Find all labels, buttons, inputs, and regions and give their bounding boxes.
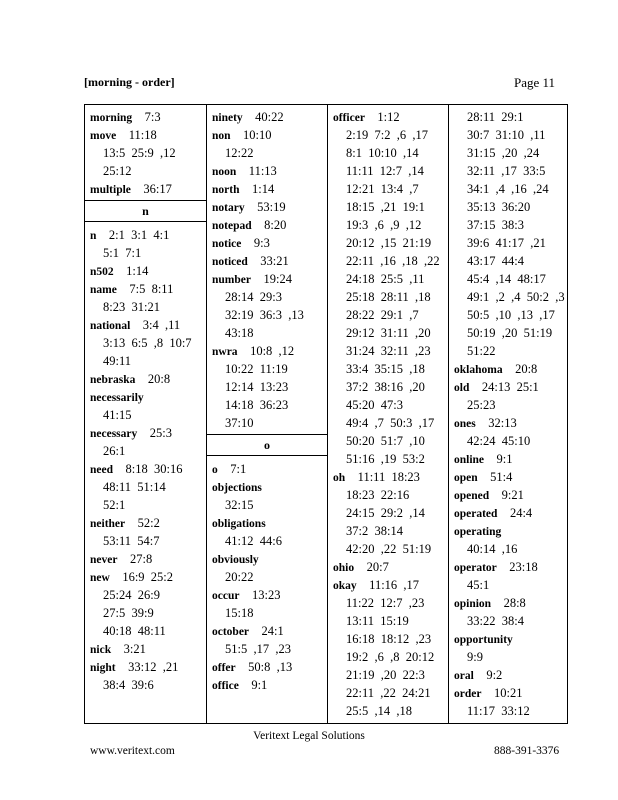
page-line-refs: 24:13 25:1: [481, 380, 539, 394]
page-line-refs-continued: 19:2 ,6 ,8 20:12: [346, 650, 435, 664]
page-line-refs-continued: 15:18: [225, 606, 254, 620]
page-line-refs-continued: 31:15 ,20 ,24: [467, 146, 540, 160]
page-line-refs: 7:5 8:11: [129, 282, 174, 296]
page-line-refs-continued: 25:12: [103, 164, 132, 178]
page-line-refs-continued: 24:15 29:2 ,14: [346, 506, 425, 520]
page-line-refs-continued: 2:19 7:2 ,6 ,17: [346, 128, 428, 142]
page-line-refs: 7:1: [230, 462, 247, 476]
page-line-refs-continued: 13:11 15:19: [346, 614, 409, 628]
index-entry: [207, 252, 327, 270]
index-term: nwra: [212, 346, 238, 358]
index-entry: [449, 360, 567, 378]
page-line-refs-continued: 14:18 36:23: [225, 398, 289, 412]
page-line-refs: 53:19: [257, 200, 286, 214]
index-column-1: [85, 105, 206, 723]
index-entry: [207, 478, 327, 496]
index-term: neither: [90, 518, 126, 530]
index-term: notice: [212, 238, 242, 250]
page-line-refs-continued: 33:22 38:4: [467, 614, 524, 628]
page-line-refs-continued: 12:21 13:4 ,7: [346, 182, 419, 196]
page-line-refs-continued: 49:1 ,2 ,4 50:2 ,3: [467, 290, 565, 304]
page-line-refs: 1:12: [377, 110, 400, 124]
page-line-refs-continued: 39:6 41:17 ,21: [467, 236, 546, 250]
index-entry: [207, 676, 327, 694]
footer-company: Veritext Legal Solutions: [253, 730, 365, 742]
page-line-refs-continued: 25:18 28:11 ,18: [346, 290, 431, 304]
page-line-refs-continued: 11:11 12:7 ,14: [346, 164, 424, 178]
index-term: multiple: [90, 184, 131, 196]
page-line-refs-continued: 49:4 ,7 50:3 ,17: [346, 416, 435, 430]
page-line-refs-continued: 21:19 ,20 22:3: [346, 668, 425, 682]
index-column-4: [448, 105, 567, 723]
index-entry: [207, 270, 327, 288]
index-entry: [207, 234, 327, 252]
index-entry: [85, 108, 206, 126]
page-line-refs: 24:1: [261, 624, 284, 638]
index-term: ninety: [212, 112, 243, 124]
page-line-refs-continued: 25:5 ,14 ,18: [346, 704, 412, 718]
page-line-refs: 11:13: [248, 164, 277, 178]
page-line-refs: 1:14: [251, 182, 275, 196]
index-term: number: [212, 274, 251, 286]
page-line-refs-continued: 30:7 31:10 ,11: [467, 128, 546, 142]
index-entry: [85, 316, 206, 334]
index-entry: [85, 388, 206, 406]
index-entry: [207, 460, 327, 478]
index-term: october: [212, 626, 250, 638]
page-line-refs: 20:8: [515, 362, 538, 376]
page-line-refs-continued: 37:15 38:3: [467, 218, 524, 232]
page-line-refs: 28:8: [503, 596, 526, 610]
index-entry: [328, 108, 448, 126]
page-line-refs-continued: 33:4 35:15 ,18: [346, 362, 425, 376]
index-entry: [328, 576, 448, 594]
footer-website: www.veritext.com: [90, 745, 175, 757]
page-line-refs-continued: 13:5 25:9 ,12: [103, 146, 176, 160]
index-entry: [85, 460, 206, 478]
index-entry: [449, 414, 567, 432]
page-line-refs: 3:21: [123, 642, 146, 656]
page-line-refs: 50:8 ,13: [248, 660, 293, 674]
index-entry: [207, 550, 327, 568]
page-line-refs: 16:9 25:2: [122, 570, 174, 584]
page-line-refs-continued: 37:2 38:16 ,20: [346, 380, 425, 394]
index-entry: [207, 586, 327, 604]
index-entry: [85, 262, 206, 280]
index-term: noon: [212, 166, 237, 178]
word-index-grid: [84, 104, 568, 724]
index-column-3: [327, 105, 448, 723]
index-term: online: [454, 454, 485, 466]
page-line-refs: 36:17: [143, 182, 172, 196]
page-line-refs-continued: 37:10: [225, 416, 254, 430]
page-line-refs: 52:2: [137, 516, 160, 530]
page-line-refs: 24:4: [509, 506, 533, 520]
index-entry: [207, 198, 327, 216]
index-term: necessary: [90, 428, 138, 440]
index-entry: [449, 522, 567, 540]
index-entry: [207, 342, 327, 360]
page-line-refs: 9:1: [496, 452, 513, 466]
index-term: oh: [333, 472, 346, 484]
index-term: nick: [90, 644, 112, 656]
page-line-refs-continued: 41:15: [103, 408, 132, 422]
index-term: opened: [454, 490, 490, 502]
index-term: order: [454, 688, 482, 700]
index-entry: [328, 468, 448, 486]
page-line-refs: 51:4: [490, 470, 513, 484]
page-line-refs-continued: 8:1 10:10 ,14: [346, 146, 419, 160]
index-term: necessarily: [90, 392, 144, 404]
page-line-refs: 1:14: [126, 264, 149, 278]
page-line-refs-continued: 9:9: [467, 650, 483, 664]
page-line-refs-continued: 24:18 25:5 ,11: [346, 272, 425, 286]
page-line-refs-continued: 38:4 39:6: [103, 678, 154, 692]
page-line-refs: 40:22: [255, 110, 284, 124]
index-entry: [207, 126, 327, 144]
page-line-refs-continued: 48:11 51:14: [103, 480, 166, 494]
page-line-refs: 10:8 ,12: [250, 344, 295, 358]
index-term: offer: [212, 662, 236, 674]
page-line-refs-continued: 12:14 13:23: [225, 380, 289, 394]
index-entry: [449, 504, 567, 522]
page-line-refs: 33:12 ,21: [128, 660, 179, 674]
index-column-2: [206, 105, 327, 723]
page-line-refs-continued: 43:17 44:4: [467, 254, 524, 268]
page-line-refs-continued: 11:17 33:12: [467, 704, 530, 718]
index-entry: [85, 370, 206, 388]
page-line-refs-continued: 16:18 18:12 ,23: [346, 632, 432, 646]
page-line-refs-continued: 51:22: [467, 344, 496, 358]
page-line-refs-continued: 51:16 ,19 53:2: [346, 452, 425, 466]
page-line-refs-continued: 20:12 ,15 21:19: [346, 236, 432, 250]
page-line-refs: 27:8: [129, 552, 153, 566]
index-entry: [449, 450, 567, 468]
index-term: n502: [90, 266, 114, 278]
page-line-refs-continued: 35:13 36:20: [467, 200, 531, 214]
index-term: okay: [333, 580, 357, 592]
page-line-refs: 19:24: [263, 272, 292, 286]
index-term: old: [454, 382, 470, 394]
page-line-refs: 11:18: [128, 128, 157, 142]
index-entry: [85, 568, 206, 586]
index-term: ohio: [333, 562, 355, 574]
page-line-refs-continued: 3:13 6:5 ,8 10:7: [103, 336, 192, 350]
page-line-refs: 23:18: [509, 560, 538, 574]
index-entry: [207, 514, 327, 532]
index-term: o: [212, 464, 218, 476]
page-line-refs-continued: 32:11 ,17 33:5: [467, 164, 546, 178]
page-line-refs-continued: 28:14 29:3: [225, 290, 282, 304]
index-term: night: [90, 662, 116, 674]
page-line-refs-continued: 28:11 29:1: [467, 110, 524, 124]
index-entry: [449, 630, 567, 648]
page-line-refs-continued: 10:22 11:19: [225, 362, 288, 376]
index-term: officer: [333, 112, 365, 124]
index-term: notary: [212, 202, 245, 214]
page-line-refs: 32:13: [488, 416, 517, 430]
index-term: noticed: [212, 256, 248, 268]
page-line-refs: 2:1 3:1 4:1: [108, 228, 170, 242]
page-line-refs-continued: 5:1 7:1: [103, 246, 142, 260]
page-line-refs-continued: 20:22: [225, 570, 254, 584]
index-term: never: [90, 554, 118, 566]
page-line-refs: 9:1: [251, 678, 268, 692]
index-term: operating: [454, 526, 502, 538]
index-term: obligations: [212, 518, 266, 530]
page-line-refs-continued: 52:1: [103, 498, 126, 512]
index-entry: [207, 162, 327, 180]
index-term: office: [212, 680, 239, 692]
page-line-refs: 8:20: [264, 218, 287, 232]
index-entry: [449, 684, 567, 702]
section-letter-header: o: [207, 434, 327, 456]
page-line-refs: 3:4 ,11: [142, 318, 181, 332]
index-term: oral: [454, 670, 474, 682]
page-line-refs-continued: 28:22 29:1 ,7: [346, 308, 419, 322]
page-line-refs-continued: 27:5 39:9: [103, 606, 154, 620]
page-line-refs-continued: 8:23 31:21: [103, 300, 160, 314]
page-number: Page 11: [514, 75, 556, 90]
page-line-refs: 11:11 18:23: [357, 470, 420, 484]
page-line-refs-continued: 45:4 ,14 48:17: [467, 272, 546, 286]
page-line-refs-continued: 50:5 ,10 ,13 ,17: [467, 308, 555, 322]
index-entry: [207, 658, 327, 676]
page-line-refs-continued: 32:19 36:3 ,13: [225, 308, 304, 322]
index-entry: [85, 640, 206, 658]
index-term: opportunity: [454, 634, 513, 646]
index-entry: [207, 180, 327, 198]
page-line-refs: 8:18 30:16: [125, 462, 183, 476]
index-term: new: [90, 572, 110, 584]
page-line-refs: 20:7: [366, 560, 389, 574]
page-line-refs-continued: 37:2 38:14: [346, 524, 403, 538]
page-line-refs-continued: 19:3 ,6 ,9 ,12: [346, 218, 422, 232]
page-line-refs-continued: 45:1: [467, 578, 490, 592]
index-term: n: [90, 230, 97, 242]
index-entry: [85, 424, 206, 442]
index-entry: [85, 180, 206, 198]
index-entry: [207, 216, 327, 234]
index-term: non: [212, 130, 231, 142]
index-term: open: [454, 472, 478, 484]
section-letter-header: n: [85, 200, 206, 222]
page-line-refs-continued: 34:1 ,4 ,16 ,24: [467, 182, 549, 196]
page-line-refs: 10:21: [493, 686, 523, 700]
index-entry: [85, 126, 206, 144]
page-line-refs-continued: 42:20 ,22 51:19: [346, 542, 432, 556]
page-range-header: [morning - order]: [84, 75, 175, 89]
index-term: operator: [454, 562, 497, 574]
page-line-refs: 25:3: [149, 426, 172, 440]
index-term: move: [90, 130, 117, 142]
index-term: north: [212, 184, 240, 196]
page-line-refs: 9:21: [501, 488, 524, 502]
page-line-refs: 33:21: [260, 254, 289, 268]
index-entry: [449, 594, 567, 612]
index-entry: [449, 468, 567, 486]
page-line-refs-continued: 26:1: [103, 444, 126, 458]
page-line-refs-continued: 12:22: [225, 146, 254, 160]
index-term: obviously: [212, 554, 259, 566]
page-line-refs-continued: 22:11 ,22 24:21: [346, 686, 431, 700]
page-line-refs: 9:3: [253, 236, 270, 250]
page-line-refs-continued: 51:5 ,17 ,23: [225, 642, 291, 656]
index-term: need: [90, 464, 113, 476]
index-term: objections: [212, 482, 262, 494]
index-entry: [207, 622, 327, 640]
page-line-refs-continued: 32:15: [225, 498, 254, 512]
page-line-refs-continued: 42:24 45:10: [467, 434, 531, 448]
page-line-refs-continued: 18:23 22:16: [346, 488, 410, 502]
index-term: occur: [212, 590, 240, 602]
index-term: oklahoma: [454, 364, 503, 376]
page-line-refs: 7:3: [144, 110, 161, 124]
page-line-refs: 13:23: [251, 588, 281, 602]
page-line-refs-continued: 49:11: [103, 354, 132, 368]
index-entry: [449, 486, 567, 504]
index-term: opinion: [454, 598, 492, 610]
page-line-refs-continued: 50:20 51:7 ,10: [346, 434, 425, 448]
index-term: ones: [454, 418, 476, 430]
index-entry: [328, 558, 448, 576]
page-line-refs-continued: 22:11 ,16 ,18 ,22: [346, 254, 440, 268]
index-entry: [85, 280, 206, 298]
page-line-refs-continued: 53:11 54:7: [103, 534, 160, 548]
index-term: name: [90, 284, 117, 296]
page-line-refs: 20:8: [147, 372, 171, 386]
index-entry: [85, 226, 206, 244]
page-line-refs-continued: 18:15 ,21 19:1: [346, 200, 425, 214]
page-line-refs-continued: 50:19 ,20 51:19: [467, 326, 553, 340]
page-line-refs-continued: 25:23: [467, 398, 496, 412]
page-line-refs: 9:2: [486, 668, 503, 682]
index-entry: [449, 666, 567, 684]
index-entry: [85, 514, 206, 532]
index-term: operated: [454, 508, 498, 520]
footer-phone: 888-391-3376: [494, 745, 560, 757]
index-entry: [85, 658, 206, 676]
index-entry: [449, 378, 567, 396]
page-line-refs-continued: 29:12 31:11 ,20: [346, 326, 431, 340]
page-line-refs-continued: 40:18 48:11: [103, 624, 166, 638]
page-line-refs-continued: 25:24 26:9: [103, 588, 160, 602]
page-line-refs-continued: 40:14 ,16: [467, 542, 518, 556]
index-term: national: [90, 320, 131, 332]
page-line-refs: 11:16 ,17: [369, 578, 420, 592]
page-line-refs-continued: 11:22 12:7 ,23: [346, 596, 425, 610]
index-term: notepad: [212, 220, 252, 232]
page-line-refs-continued: 41:12 44:6: [225, 534, 282, 548]
page-line-refs: 10:10: [243, 128, 272, 142]
index-entry: [85, 550, 206, 568]
index-entry: [207, 108, 327, 126]
index-term: nebraska: [90, 374, 136, 386]
page-line-refs-continued: 31:24 32:11 ,23: [346, 344, 431, 358]
index-entry: [449, 558, 567, 576]
page-line-refs-continued: 45:20 47:3: [346, 398, 403, 412]
index-term: morning: [90, 112, 133, 124]
page-line-refs-continued: 43:18: [225, 326, 254, 340]
